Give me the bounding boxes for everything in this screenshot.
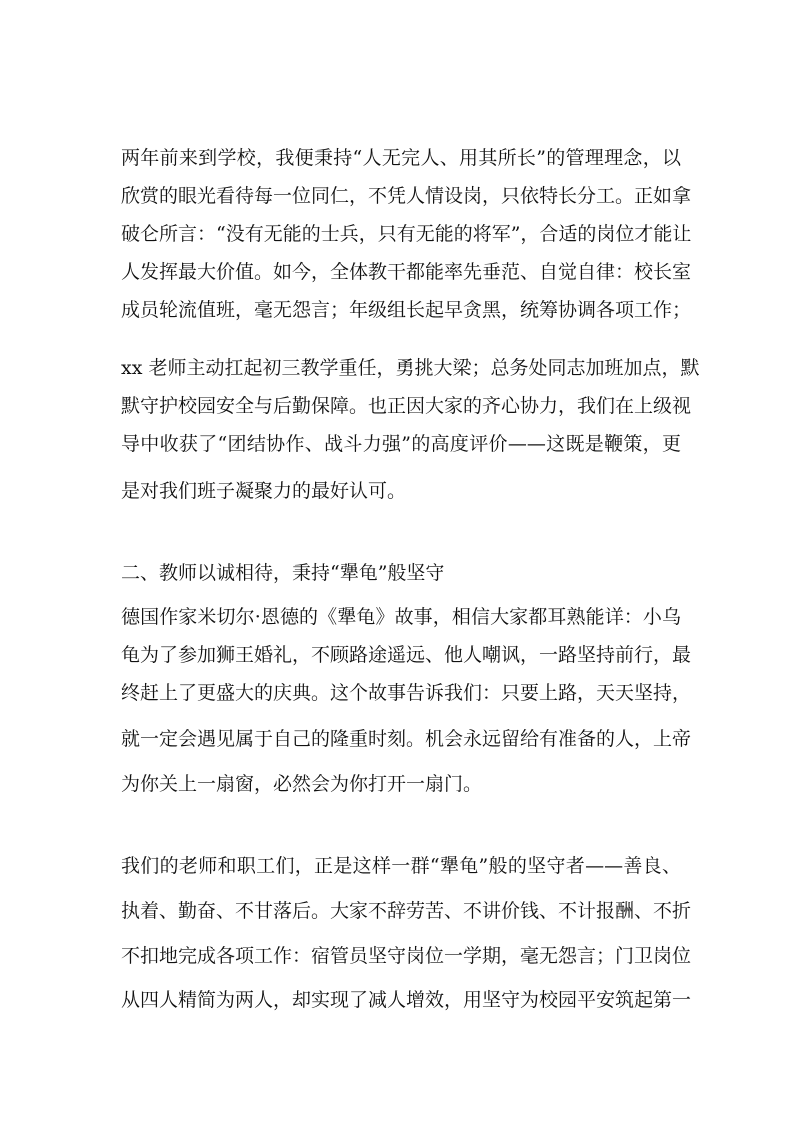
paragraph-2-line-2: 龟为了参加狮王婚礼，不顾路途遥远、他人嘲讽，一路坚持前行，最 xyxy=(121,644,692,666)
paragraph-1-line-9: 是对我们班子凝聚力的最好认可。 xyxy=(121,480,407,502)
paragraph-3-line-3: 不扣地完成各项工作：宿管员坚守岗位一学期，毫无怨言；门卫岗位 xyxy=(121,945,692,967)
paragraph-1-line-4: 人发挥最大价值。如今，全体教干都能率先垂范、自觉自律：校长室 xyxy=(121,261,692,283)
paragraph-1-line-6: xx 老师主动扛起初三教学重任，勇挑大梁；总务处同志加班加点，默 xyxy=(121,357,700,379)
paragraph-2-line-5: 为你关上一扇窗，必然会为你打开一扇门。 xyxy=(121,773,483,795)
paragraph-2-line-3: 终赶上了更盛大的庆典。这个故事告诉我们：只要上路，天天坚持， xyxy=(121,682,692,704)
paragraph-3-line-2: 执着、勤奋、不甘落后。大家不辞劳苦、不讲价钱、不计报酬、不折 xyxy=(121,900,692,922)
paragraph-1-line-2: 欣赏的眼光看待每一位同仁，不凭人情设岗，只依特长分工。正如拿 xyxy=(121,185,692,207)
paragraph-2-line-1: 德国作家米切尔·恩德的《犟龟》故事，相信大家都耳熟能详：小乌 xyxy=(121,606,681,628)
paragraph-2-line-4: 就一定会遇见属于自己的隆重时刻。机会永远留给有准备的人，上帝 xyxy=(121,728,692,750)
paragraph-1-line-8: 导中收获了“团结协作、战斗力强”的高度评价——这既是鞭策，更 xyxy=(121,433,681,455)
paragraph-1-line-7: 默守护校园安全与后勤保障。也正因大家的齐心协力，我们在上级视 xyxy=(121,395,692,417)
paragraph-1-line-5: 成员轮流值班，毫无怨言；年级组长起早贪黑，统筹协调各项工作； xyxy=(121,299,692,321)
paragraph-1-line-1: 两年前来到学校，我便秉持“人无完人、用其所长”的管理理念，以 xyxy=(121,147,681,169)
paragraph-1-line-3: 破仑所言：“没有无能的士兵，只有无能的将军”，合适的岗位才能让 xyxy=(121,223,692,245)
paragraph-3-line-4: 从四人精简为两人，却实现了减人增效，用坚守为校园平安筑起第一 xyxy=(121,989,692,1011)
paragraph-3-line-1: 我们的老师和职工们，正是这样一群“犟龟”般的坚守者——善良、 xyxy=(121,855,681,877)
section-heading: 二、教师以诚相待，秉持“犟龟”般坚守 xyxy=(121,562,445,584)
